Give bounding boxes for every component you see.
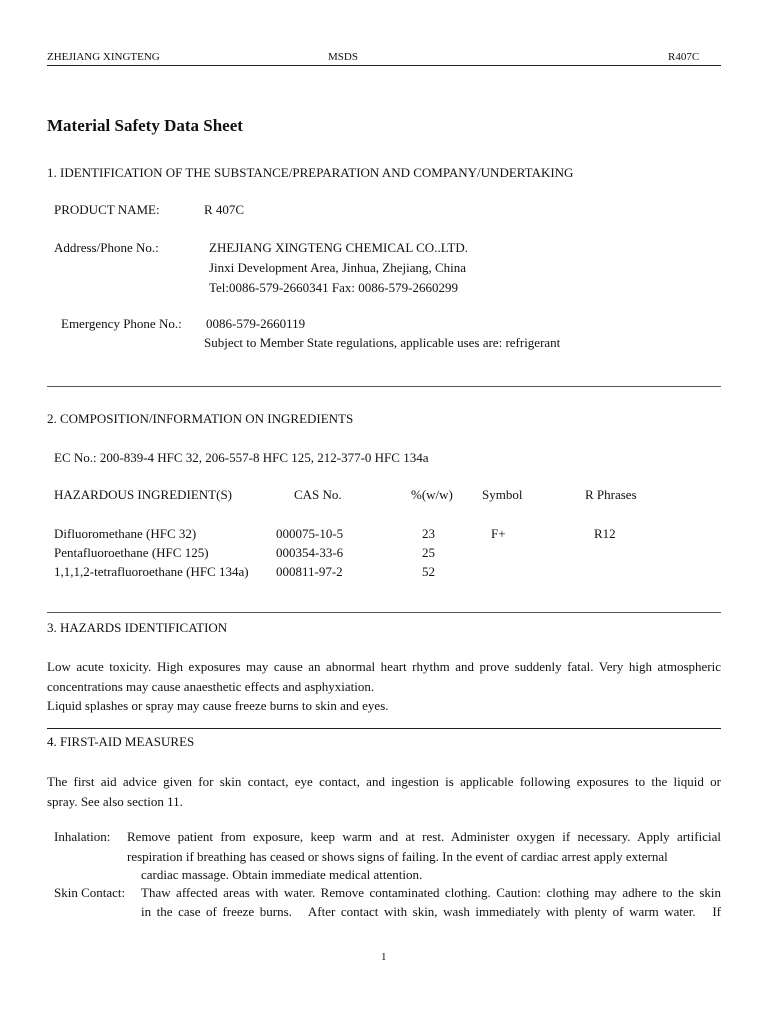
column-header-symbol: Symbol xyxy=(482,487,523,502)
ingredient-percent: 25 xyxy=(422,545,435,560)
ingredient-cas: 000811-97-2 xyxy=(276,564,343,579)
section-2-heading: 2. COMPOSITION/INFORMATION ON INGREDIENTS xyxy=(47,411,354,426)
hazards-text-line: Low acute toxicity. High exposures may cause an abnormal heart rhythm and prove suddenly fatal. Very high atmospheric xyxy=(47,659,721,674)
emergency-phone-value: 0086-579-2660119 xyxy=(206,316,306,331)
column-header-percent: %(w/w) xyxy=(411,487,453,502)
address-line: Jinxi Development Area, Jinhua, Zhejiang, China xyxy=(209,260,467,275)
first-aid-intro-line: The first aid advice given for skin contact, eye contact, and ingestion is applicable following exposures to the liquid or xyxy=(47,774,721,789)
address-label: Address/Phone No.: xyxy=(54,240,159,255)
product-name-value: R 407C xyxy=(204,202,245,217)
first-aid-intro-line: spray. See also section 11. xyxy=(47,794,183,809)
section-1-heading: 1. IDENTIFICATION OF THE SUBSTANCE/PREPARATION AND COMPANY/UNDERTAKING xyxy=(47,165,574,180)
column-header-r-phrases: R Phrases xyxy=(585,487,637,502)
section-divider xyxy=(47,612,721,613)
section-divider xyxy=(47,728,721,729)
column-header-cas: CAS No. xyxy=(294,487,342,502)
inhalation-text-line: cardiac massage. Obtain immediate medical attention. xyxy=(141,867,423,882)
address-line: Tel:0086-579-2660341 Fax: 0086-579-2660299 xyxy=(209,280,458,295)
skin-contact-text-line: Thaw affected areas with water. Remove contaminated clothing. Caution: clothing may adhere to the skin xyxy=(141,885,721,900)
header-company: ZHEJIANG XINGTENG xyxy=(47,51,160,63)
section-divider xyxy=(47,386,721,387)
inhalation-label: Inhalation: xyxy=(54,829,111,844)
ingredient-name: Difluoromethane (HFC 32) xyxy=(54,526,197,541)
ingredient-name: Pentafluoroethane (HFC 125) xyxy=(54,545,209,560)
ingredient-r-phrase: R12 xyxy=(594,526,616,541)
page-number: 1 xyxy=(381,951,387,963)
address-line: ZHEJIANG XINGTENG CHEMICAL CO..LTD. xyxy=(209,240,469,255)
document-title: Material Safety Data Sheet xyxy=(47,116,243,135)
applicable-uses-note: Subject to Member State regulations, applicable uses are: refrigerant xyxy=(204,335,561,350)
section-4-heading: 4. FIRST-AID MEASURES xyxy=(47,734,195,749)
skin-contact-label: Skin Contact: xyxy=(54,885,126,900)
ingredient-percent: 23 xyxy=(422,526,435,541)
skin-contact-text-line: in the case of freeze burns. After contact with skin, wash immediately with plenty of warm water. If xyxy=(141,904,721,919)
header-product-code: R407C xyxy=(668,51,700,63)
header-rule xyxy=(47,65,721,66)
ingredient-cas: 000354-33-6 xyxy=(276,545,344,560)
ingredient-name: 1,1,1,2-tetrafluoroethane (HFC 134a) xyxy=(54,564,249,579)
product-name-label: PRODUCT NAME: xyxy=(54,202,160,217)
ec-numbers-line: EC No.: 200-839-4 HFC 32, 206-557-8 HFC 125, 212-377-0 HFC 134a xyxy=(54,450,429,465)
header-doc-type: MSDS xyxy=(328,51,358,63)
section-3-heading: 3. HAZARDS IDENTIFICATION xyxy=(47,620,228,635)
emergency-phone-label: Emergency Phone No.: xyxy=(61,316,182,331)
ingredient-cas: 000075-10-5 xyxy=(276,526,344,541)
column-header-ingredient: HAZARDOUS INGREDIENT(S) xyxy=(54,487,233,502)
inhalation-text-line: respiration if breathing has ceased or shows signs of failing. In the event of cardiac arrest apply external xyxy=(127,849,668,864)
ingredient-percent: 52 xyxy=(422,564,435,579)
inhalation-text-line: Remove patient from exposure, keep warm and at rest. Administer oxygen if necessary. Apply artificial xyxy=(127,829,721,844)
ingredient-symbol: F+ xyxy=(491,526,506,541)
hazards-text-line: Liquid splashes or spray may cause freeze burns to skin and eyes. xyxy=(47,698,389,713)
hazards-text-line: concentrations may cause anaesthetic effects and asphyxiation. xyxy=(47,679,375,694)
